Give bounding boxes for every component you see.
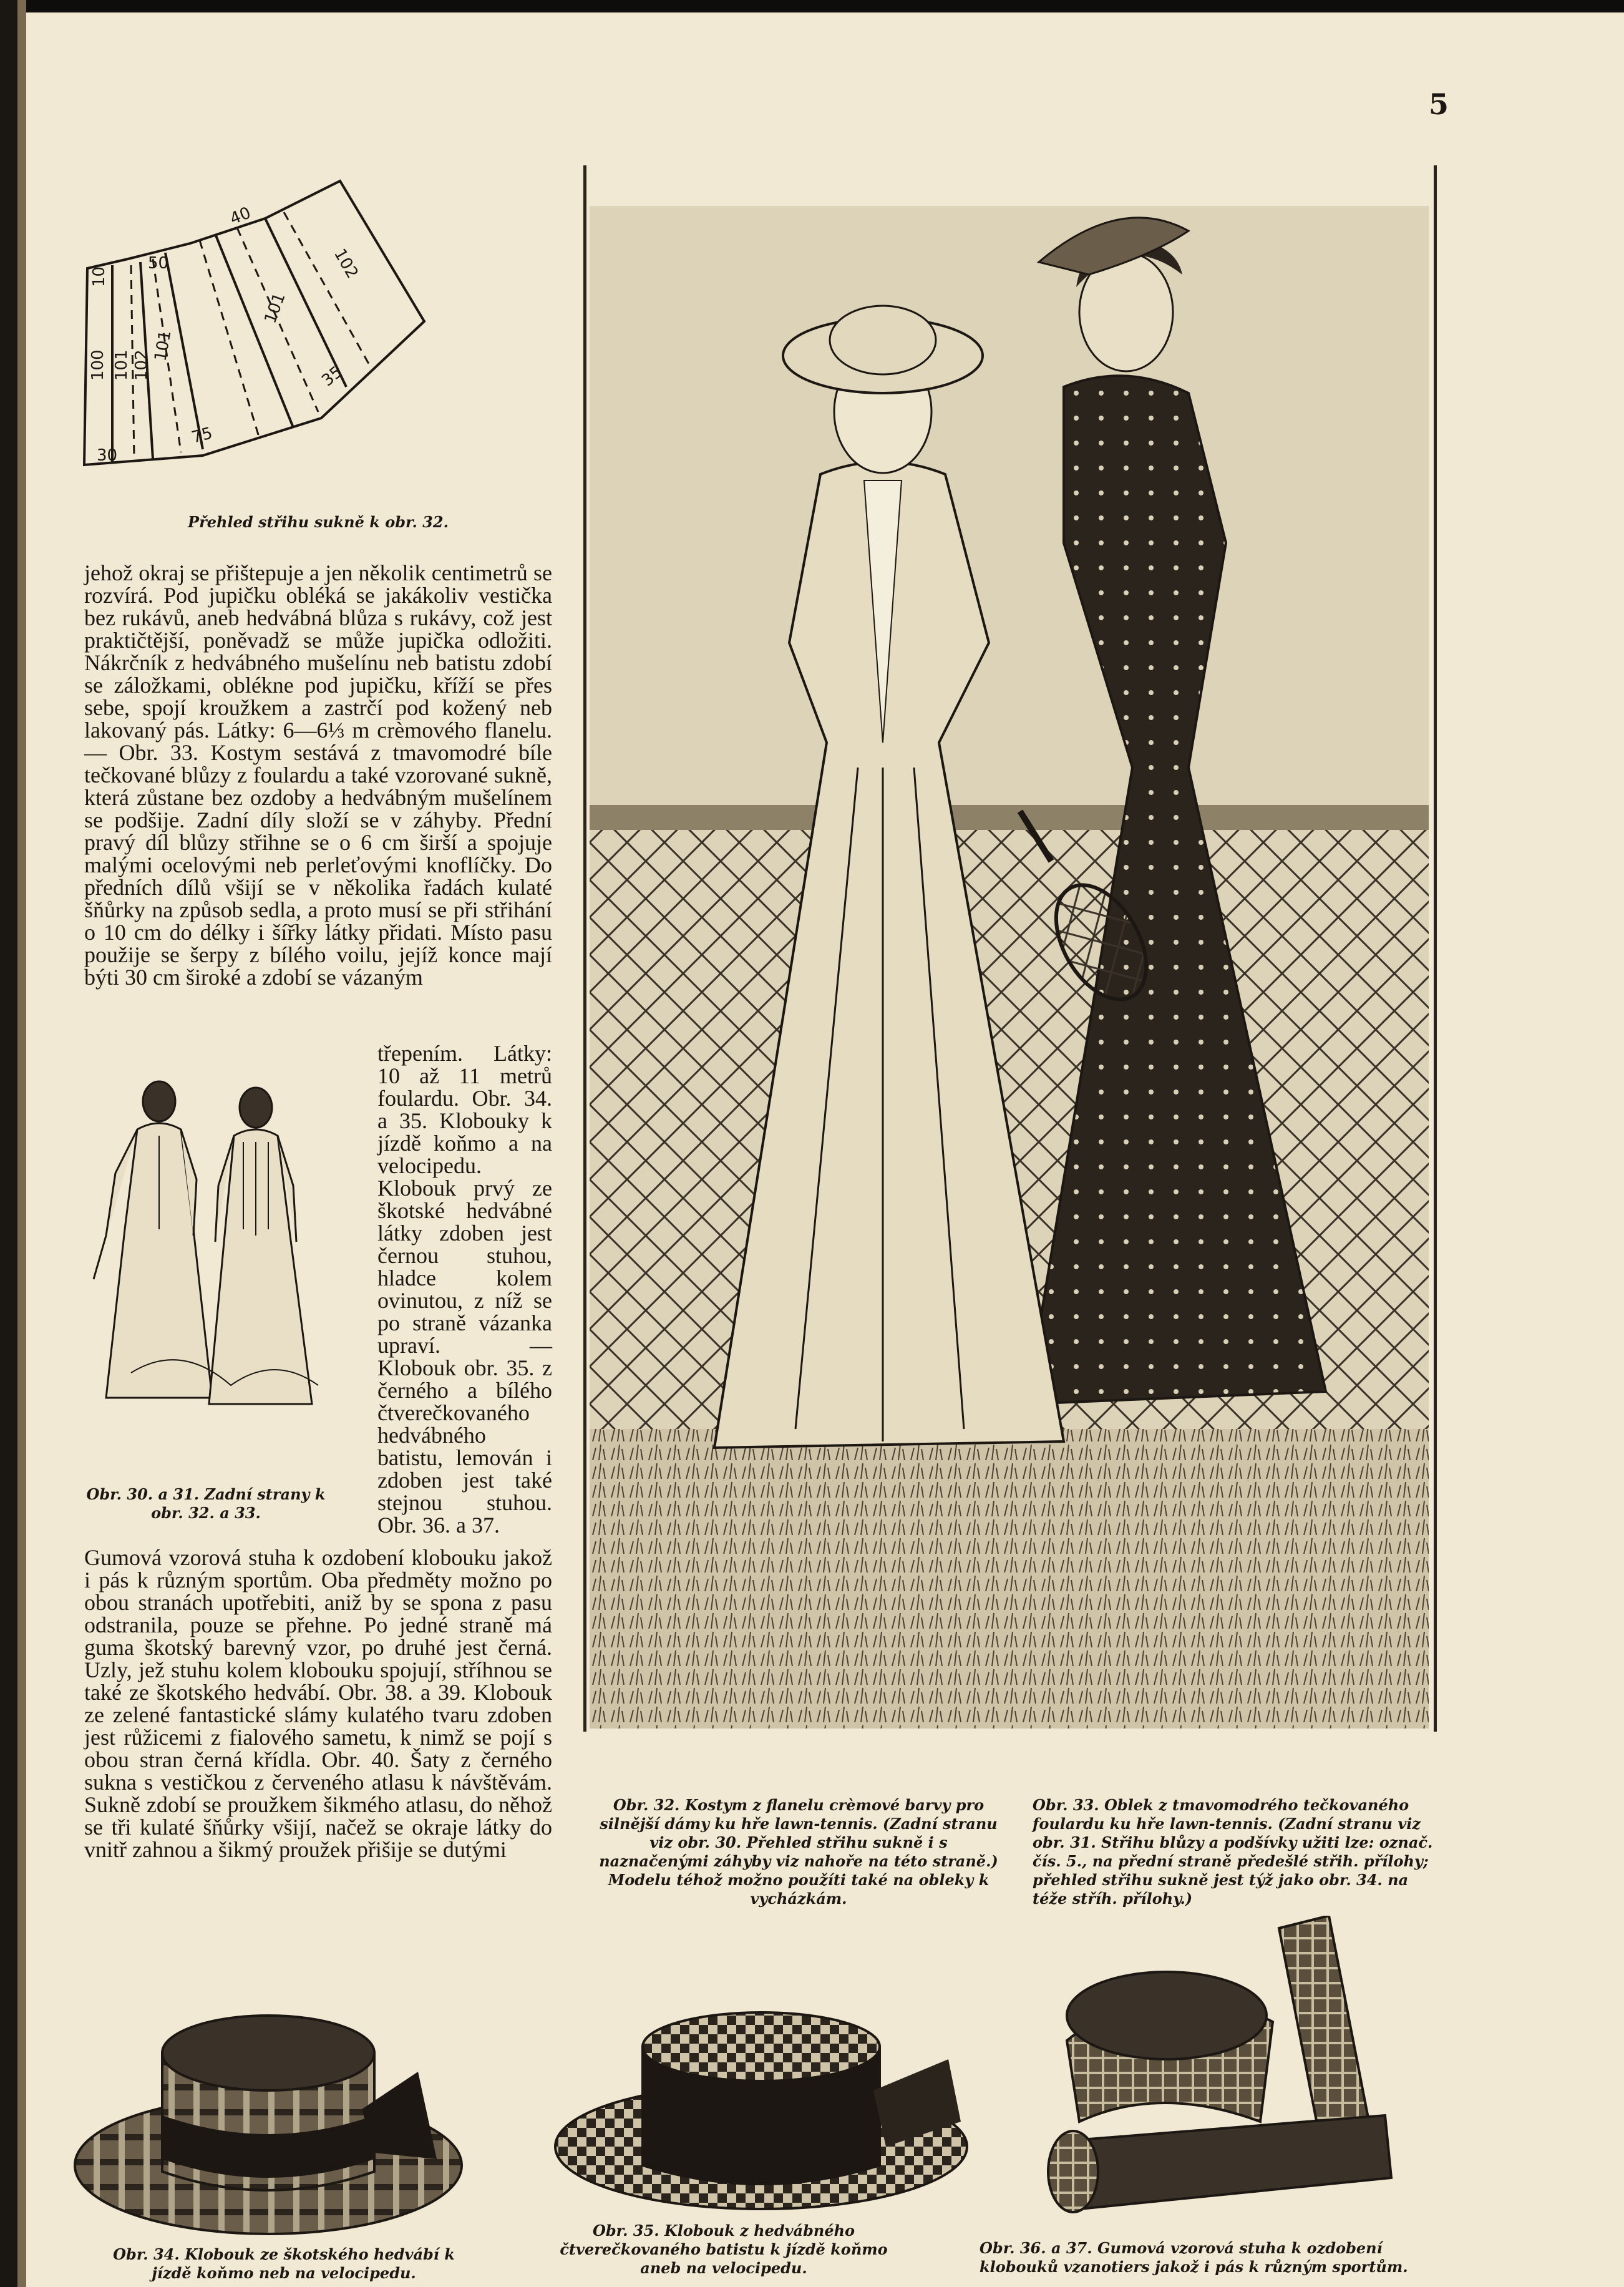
article-text-lower: Gumová vzorová stuha k ozdobení klobouku jakož i pás k různým sportům. Oba předměty možno po obou stranách upotřebiti, aniž by se spona z pasu odstranila, pouze se přehne. Po jedné straně má guma škotský barevný vzor, po druhé jest černá. Uzly, jež stuhu kolem klobouku spojují, stříhnou se také ze škotského hedvábí. Obr. 38. a 39. Klobouk ze zelené fantastické slámy kulatého tvaru zdoben jest růžicemi z fialového sametu, k nimž se pojí s obou stran černá křídla. Obr. 40. Šaty z černého sukna s vestičkou z červeného atlasu k návštěvám. Sukně zdobí se proužkem šikmého atlasu, do něhož se tři kulaté šňůrky všijí, načež se okraje látky do vnitř zahnou a šikmý proužek přišije se dutými	[84, 1545, 552, 1862]
pattern-label: 100	[89, 349, 107, 381]
article-text-upper: jehož okraj se přištepuje a jen několik centimetrů se rozvírá. Pod jupičku obléká se jakákoliv vestička bez rukávů, aneb hedvábná blůza s rukávy, což jest praktičtější, poněvadž se může jupička odložiti. Nákrčník z hedvábného mušelínu neb batistu zdobí se záložkami, oblékne pod jupičku, kříží se přes sebe, spojí kroužkem a zastrčí pod kožený neb lakovaný pás. Látky: 6—6⅓ m crèmového flanelu. — Obr. 33. Kostym sestává z tmavomodré bíle tečkované blůzy z foulardu a také vzorované sukně, která zůstane bez ozdoby a hedvábným mušelínem se podšije. Zadní díly složí se v záhyby. Přední pravý díl blůzy střihne se o 6 cm širší a spojuje malými ocelovými neb perleťovými knoflíčky. Do předních dílů všijí se v několika řadách kulaté šňůrky na způsob sedla, a proto musí se při střihání o 10 cm do délky i šířky látky přidati. Místo pasu použije se šerpy z bílého voilu, jejíž konce mají býti 30 cm široké a zdobí se vázaným	[84, 560, 552, 990]
pattern-label: 102	[329, 245, 362, 282]
pattern-label: 101	[112, 349, 131, 381]
pattern-label: 102	[132, 349, 151, 381]
pattern-caption: Přehled střihu sukně k obr. 32.	[188, 513, 449, 531]
illustration-frame-right	[1434, 165, 1437, 1732]
scan-binding-edge	[0, 0, 17, 2287]
page-number: 5	[1429, 87, 1449, 121]
pattern-label: 101	[151, 329, 175, 363]
article-text-narrow: třepením. Látky: 10 až 11 metrů foulardu. Obr. 34. a 35. Klobouky k jízdě koňmo a na velocipedu. Klobouk prvý ze škotské hedvábné látky zdoben jest černou stuhou, hladce kolem ovinutou, z níž se po straně vázanka upraví. — Klobouk obr. 35. z černého a bílého čtverečkovaného hedvábného batistu, lemován i zdoben jest také stejnou stuhou. Obr. 36. a 37.	[377, 1041, 552, 1538]
pattern-label: 50	[148, 254, 169, 273]
tennis-costumes-illustration	[590, 206, 1429, 1729]
scan-binding-shadow	[17, 0, 26, 2287]
pattern-label: 35	[318, 363, 346, 391]
pattern-label: 40	[227, 203, 254, 229]
back-view-illustration	[69, 1073, 331, 1423]
fig32-caption: Obr. 32. Kostym z flanelu crèmové barvy pro silnější dámy ku hře lawn-tennis. (Zadní stranu viz obr. 30. Přehled střihu sukně i s naznačenými záhyby viz nahoře na této straně.) Modelu téhož možno použíti také na obleky k vycházkám.	[599, 1796, 998, 1908]
hat-35-illustration	[549, 1997, 986, 2221]
pattern-label: 10	[90, 266, 109, 287]
illustration-frame-left	[583, 165, 586, 1732]
back-views-caption: Obr. 30. a 31. Zadní strany k obr. 32. a 33.	[86, 1485, 326, 1522]
hat-34-caption: Obr. 34. Klobouk ze škotského hedvábí k jízdě koňmo neb na velocipedu.	[113, 2245, 455, 2282]
ribbon-36-37-illustration	[1036, 1916, 1435, 2228]
pattern-label: 30	[97, 446, 118, 465]
scan-top-edge	[0, 0, 1624, 12]
skirt-pattern-diagram	[78, 175, 440, 474]
hat-35-caption: Obr. 35. Klobouk z hedvábného čtverečkovaného batistu k jízdě koňmo aneb na velocipedu.	[560, 2221, 888, 2277]
hat-34-illustration	[69, 1984, 468, 2240]
pattern-label: 101	[261, 290, 289, 326]
pattern-label: 75	[190, 424, 215, 447]
ribbon-caption: Obr. 36. a 37. Gumová vzorová stuha k ozdobení klobouků vzanotiers jakož i pás k různým sportům.	[980, 2239, 1408, 2276]
fig33-caption: Obr. 33. Oblek z tmavomodrého tečkovaného foulardu ku hře lawn-tennis. (Zadní stranu viz obr. 31. Střihu blůzy a podšívky užiti lze: označ. čís. 5., na přední straně předešlé střih. přílohy; přehled střihu sukně jest týž jako obr. 34. na téže stříh. přílohy.)	[1033, 1796, 1433, 1908]
